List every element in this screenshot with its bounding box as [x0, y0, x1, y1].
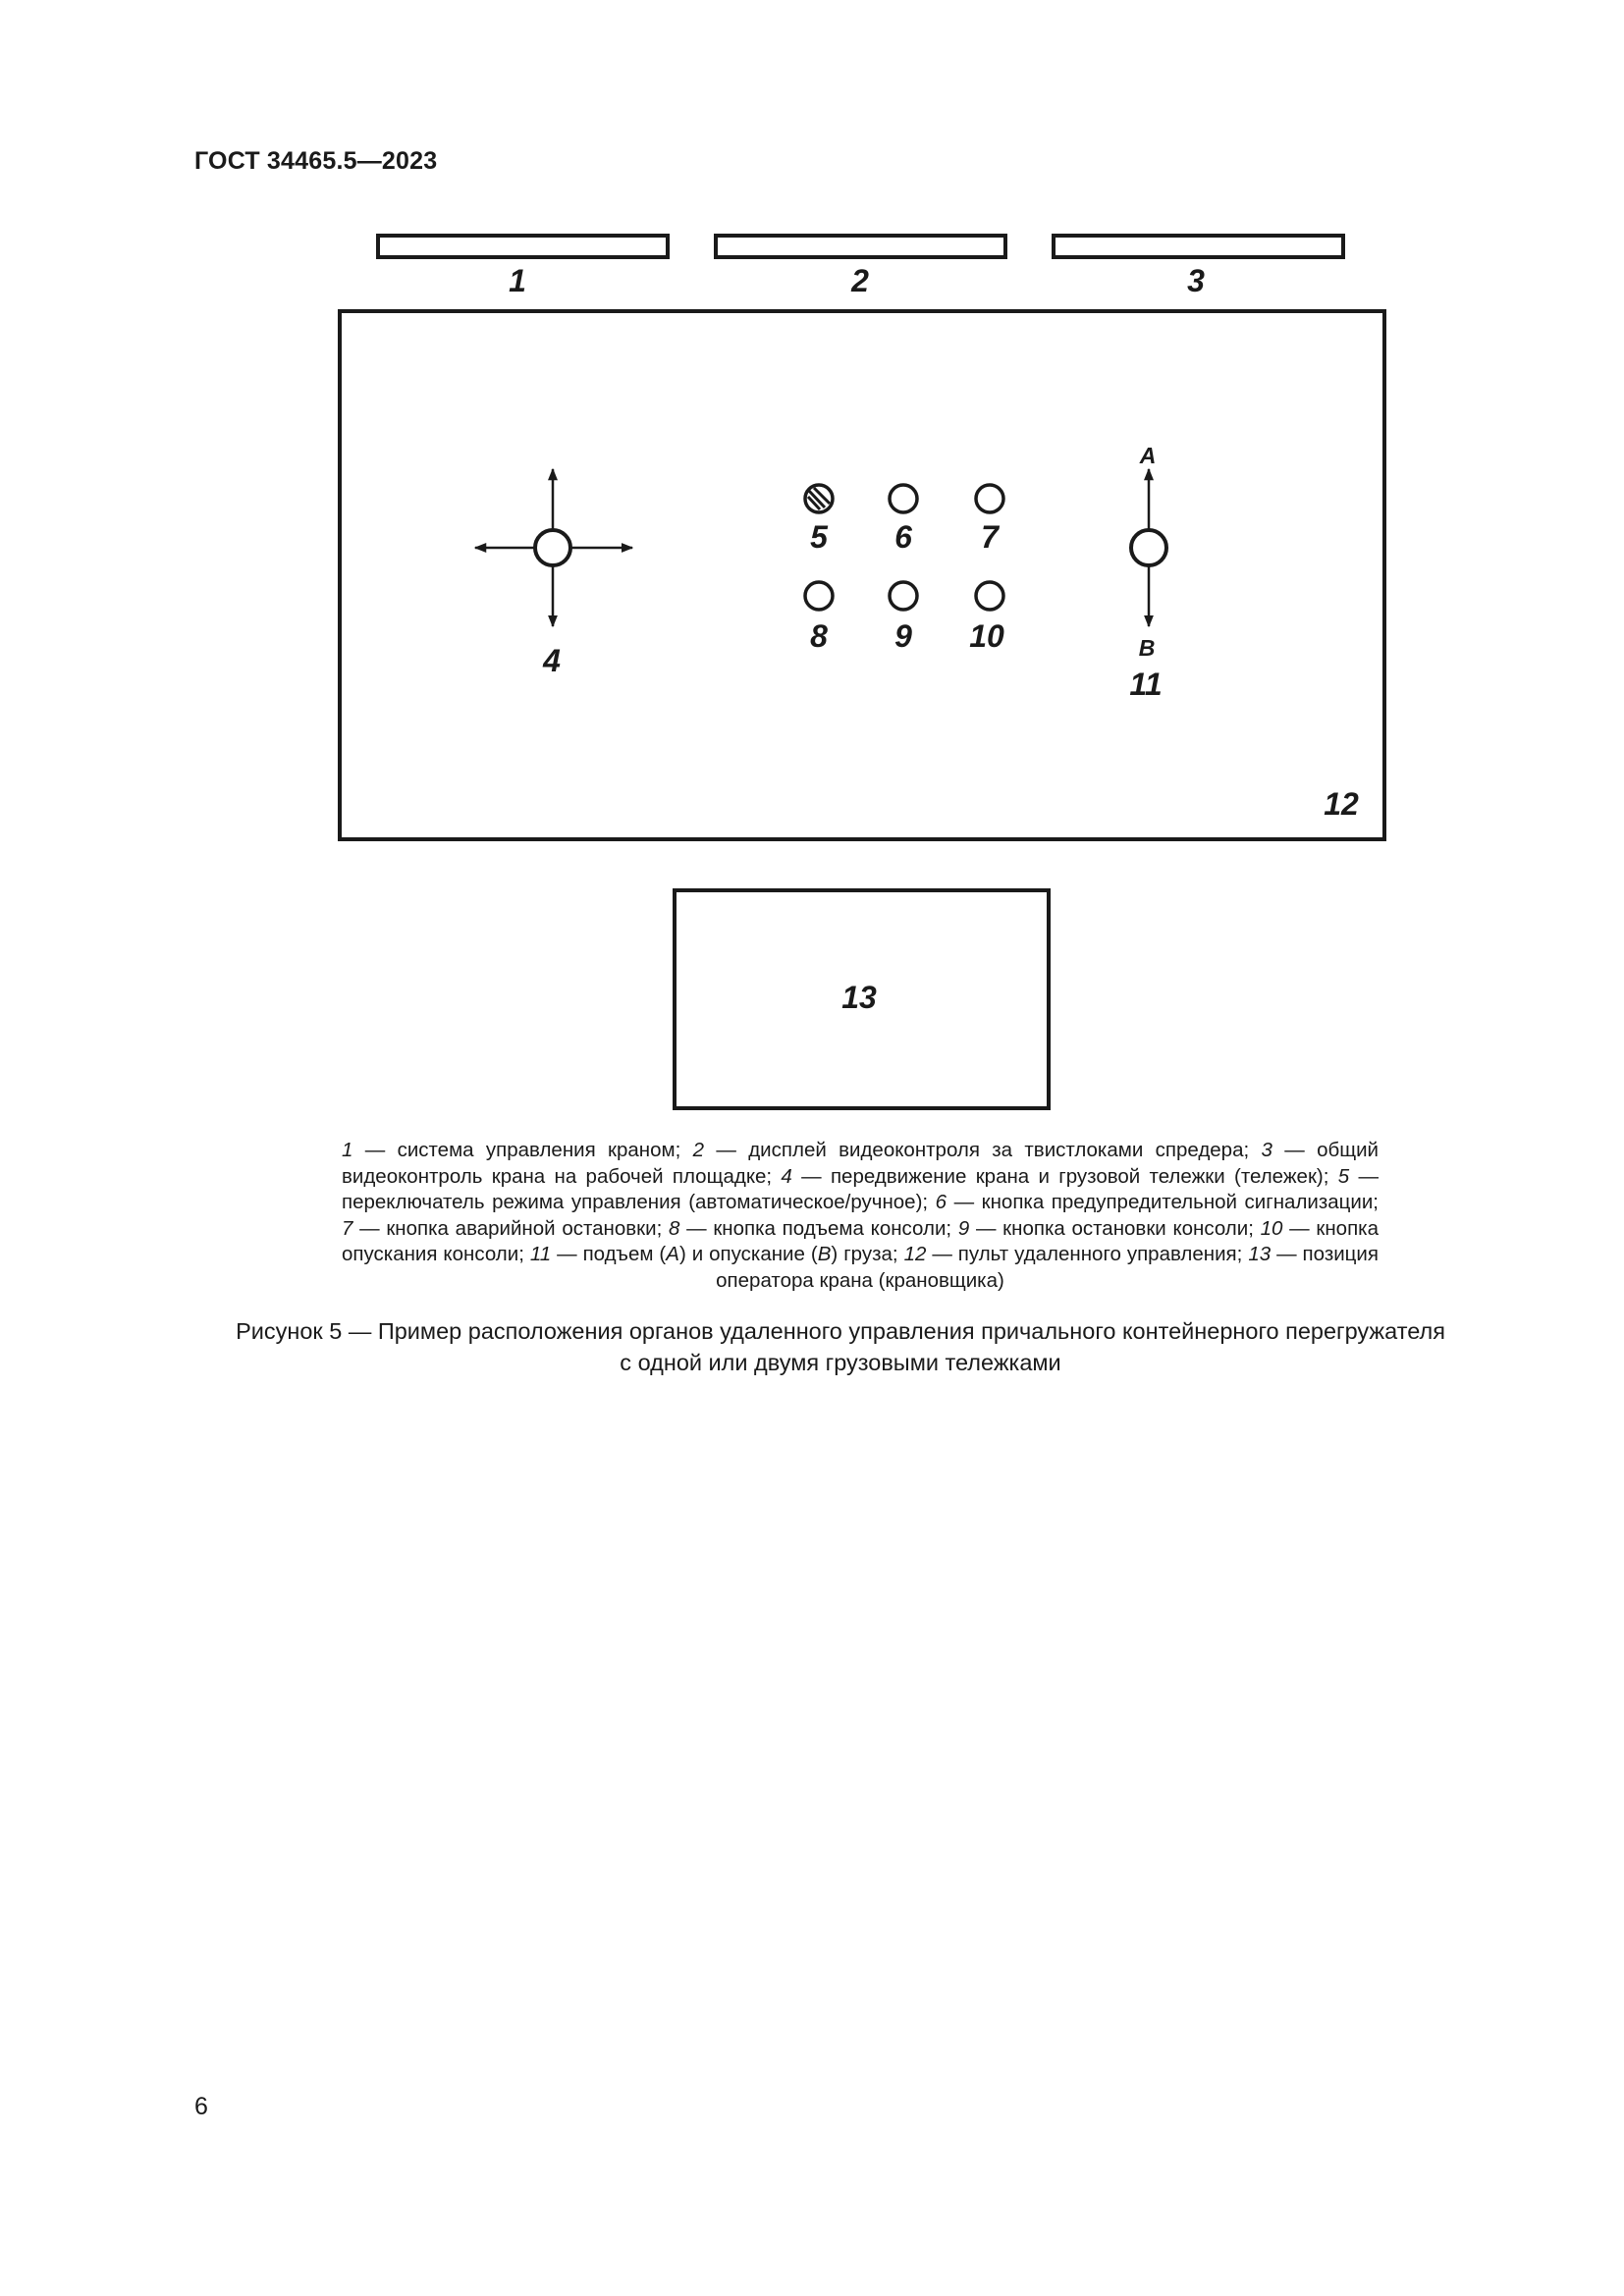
- legend-text: — кнопка подъема консоли;: [679, 1216, 958, 1240]
- legend-text: — система управления краном;: [352, 1139, 693, 1161]
- label-10: 10: [969, 618, 1004, 654]
- legend-key: 3: [1261, 1139, 1272, 1161]
- label-3: 3: [1187, 263, 1205, 298]
- legend-text: — кнопка остановки консоли;: [969, 1216, 1261, 1240]
- legend-text: ) груза;: [831, 1243, 904, 1266]
- label-11: 11: [1129, 667, 1163, 702]
- label-12: 12: [1324, 786, 1359, 822]
- legend-key: 4: [781, 1164, 792, 1188]
- legend-text: — кнопка предупредительной сигнализации;: [947, 1191, 1379, 1214]
- label-8: 8: [810, 618, 828, 654]
- legend-key: 1: [342, 1139, 353, 1161]
- legend-text: — передвижение крана и грузовой тележки (тележек);: [791, 1164, 1338, 1188]
- legend-key: 8: [668, 1216, 680, 1240]
- label-13: 13: [841, 980, 877, 1015]
- boom-raise-button-8: [805, 582, 833, 610]
- label-2: 2: [851, 263, 869, 298]
- label-4: 4: [543, 643, 561, 678]
- legend-key: 7: [342, 1216, 353, 1240]
- page-number: 6: [194, 2093, 208, 2120]
- legend-text: — пульт удаленного управления;: [926, 1243, 1249, 1266]
- legend-key: 5: [1337, 1164, 1350, 1188]
- control-layout-figure: [0, 0, 1624, 1119]
- legend-key: 2: [692, 1139, 705, 1161]
- boom-lower-button-10: [976, 582, 1003, 610]
- legend-key: 10: [1260, 1216, 1283, 1240]
- caption-line-2: с одной или двумя грузовыми тележками: [620, 1350, 1061, 1375]
- label-5: 5: [810, 519, 828, 555]
- monitor-2-twistlock-display: [716, 236, 1005, 257]
- legend-key: 6: [935, 1191, 947, 1214]
- legend-text: — переключатель режима управления (автоматическое/ручное);: [342, 1164, 1379, 1214]
- boom-stop-button-9: [890, 582, 917, 610]
- monitor-1-crane-control: [378, 236, 668, 257]
- label-7: 7: [981, 519, 999, 555]
- legend-text: — дисплей видеоконтроля за твистлоками спредера;: [704, 1139, 1262, 1161]
- label-1: 1: [509, 263, 526, 298]
- legend-text: — общий видеоконтроль крана на рабочей площадке;: [342, 1139, 1379, 1188]
- legend-key: A: [666, 1243, 679, 1266]
- monitor-3-general-view: [1054, 236, 1343, 257]
- legend-text: — подъем (: [551, 1243, 667, 1266]
- label-6: 6: [894, 519, 912, 555]
- label-9: 9: [894, 618, 912, 654]
- legend-text: — кнопка аварийной остановки;: [352, 1216, 669, 1240]
- legend-key: 11: [529, 1243, 552, 1266]
- joystick-load-hoist: [1131, 469, 1166, 626]
- caption-line-1: Рисунок 5 — Пример расположения органов удаленного управления причального контейнерного перегружателя: [236, 1318, 1445, 1344]
- emergency-stop-button-7: [976, 485, 1003, 512]
- joystick-crane-trolley: [475, 469, 632, 626]
- legend-key: 9: [957, 1216, 970, 1240]
- figure-legend: [342, 1138, 1379, 1295]
- warning-button-6: [890, 485, 917, 512]
- legend-text: ) и опускание (: [678, 1243, 818, 1266]
- legend-key: B: [817, 1243, 832, 1266]
- legend-key: 12: [903, 1243, 927, 1266]
- legend-text: — позиция оператора крана (крановщика): [716, 1243, 1379, 1292]
- document-header: ГОСТ 34465.5—2023: [194, 147, 438, 175]
- label-up-a: A: [1139, 443, 1157, 468]
- legend-text: — кнопка опускания консоли;: [342, 1216, 1379, 1266]
- label-down-b: B: [1138, 635, 1156, 661]
- legend-key: 13: [1248, 1243, 1272, 1266]
- mode-switch-5: [805, 485, 833, 512]
- remote-control-panel: [340, 311, 1384, 839]
- figure-caption: [167, 1315, 1514, 1378]
